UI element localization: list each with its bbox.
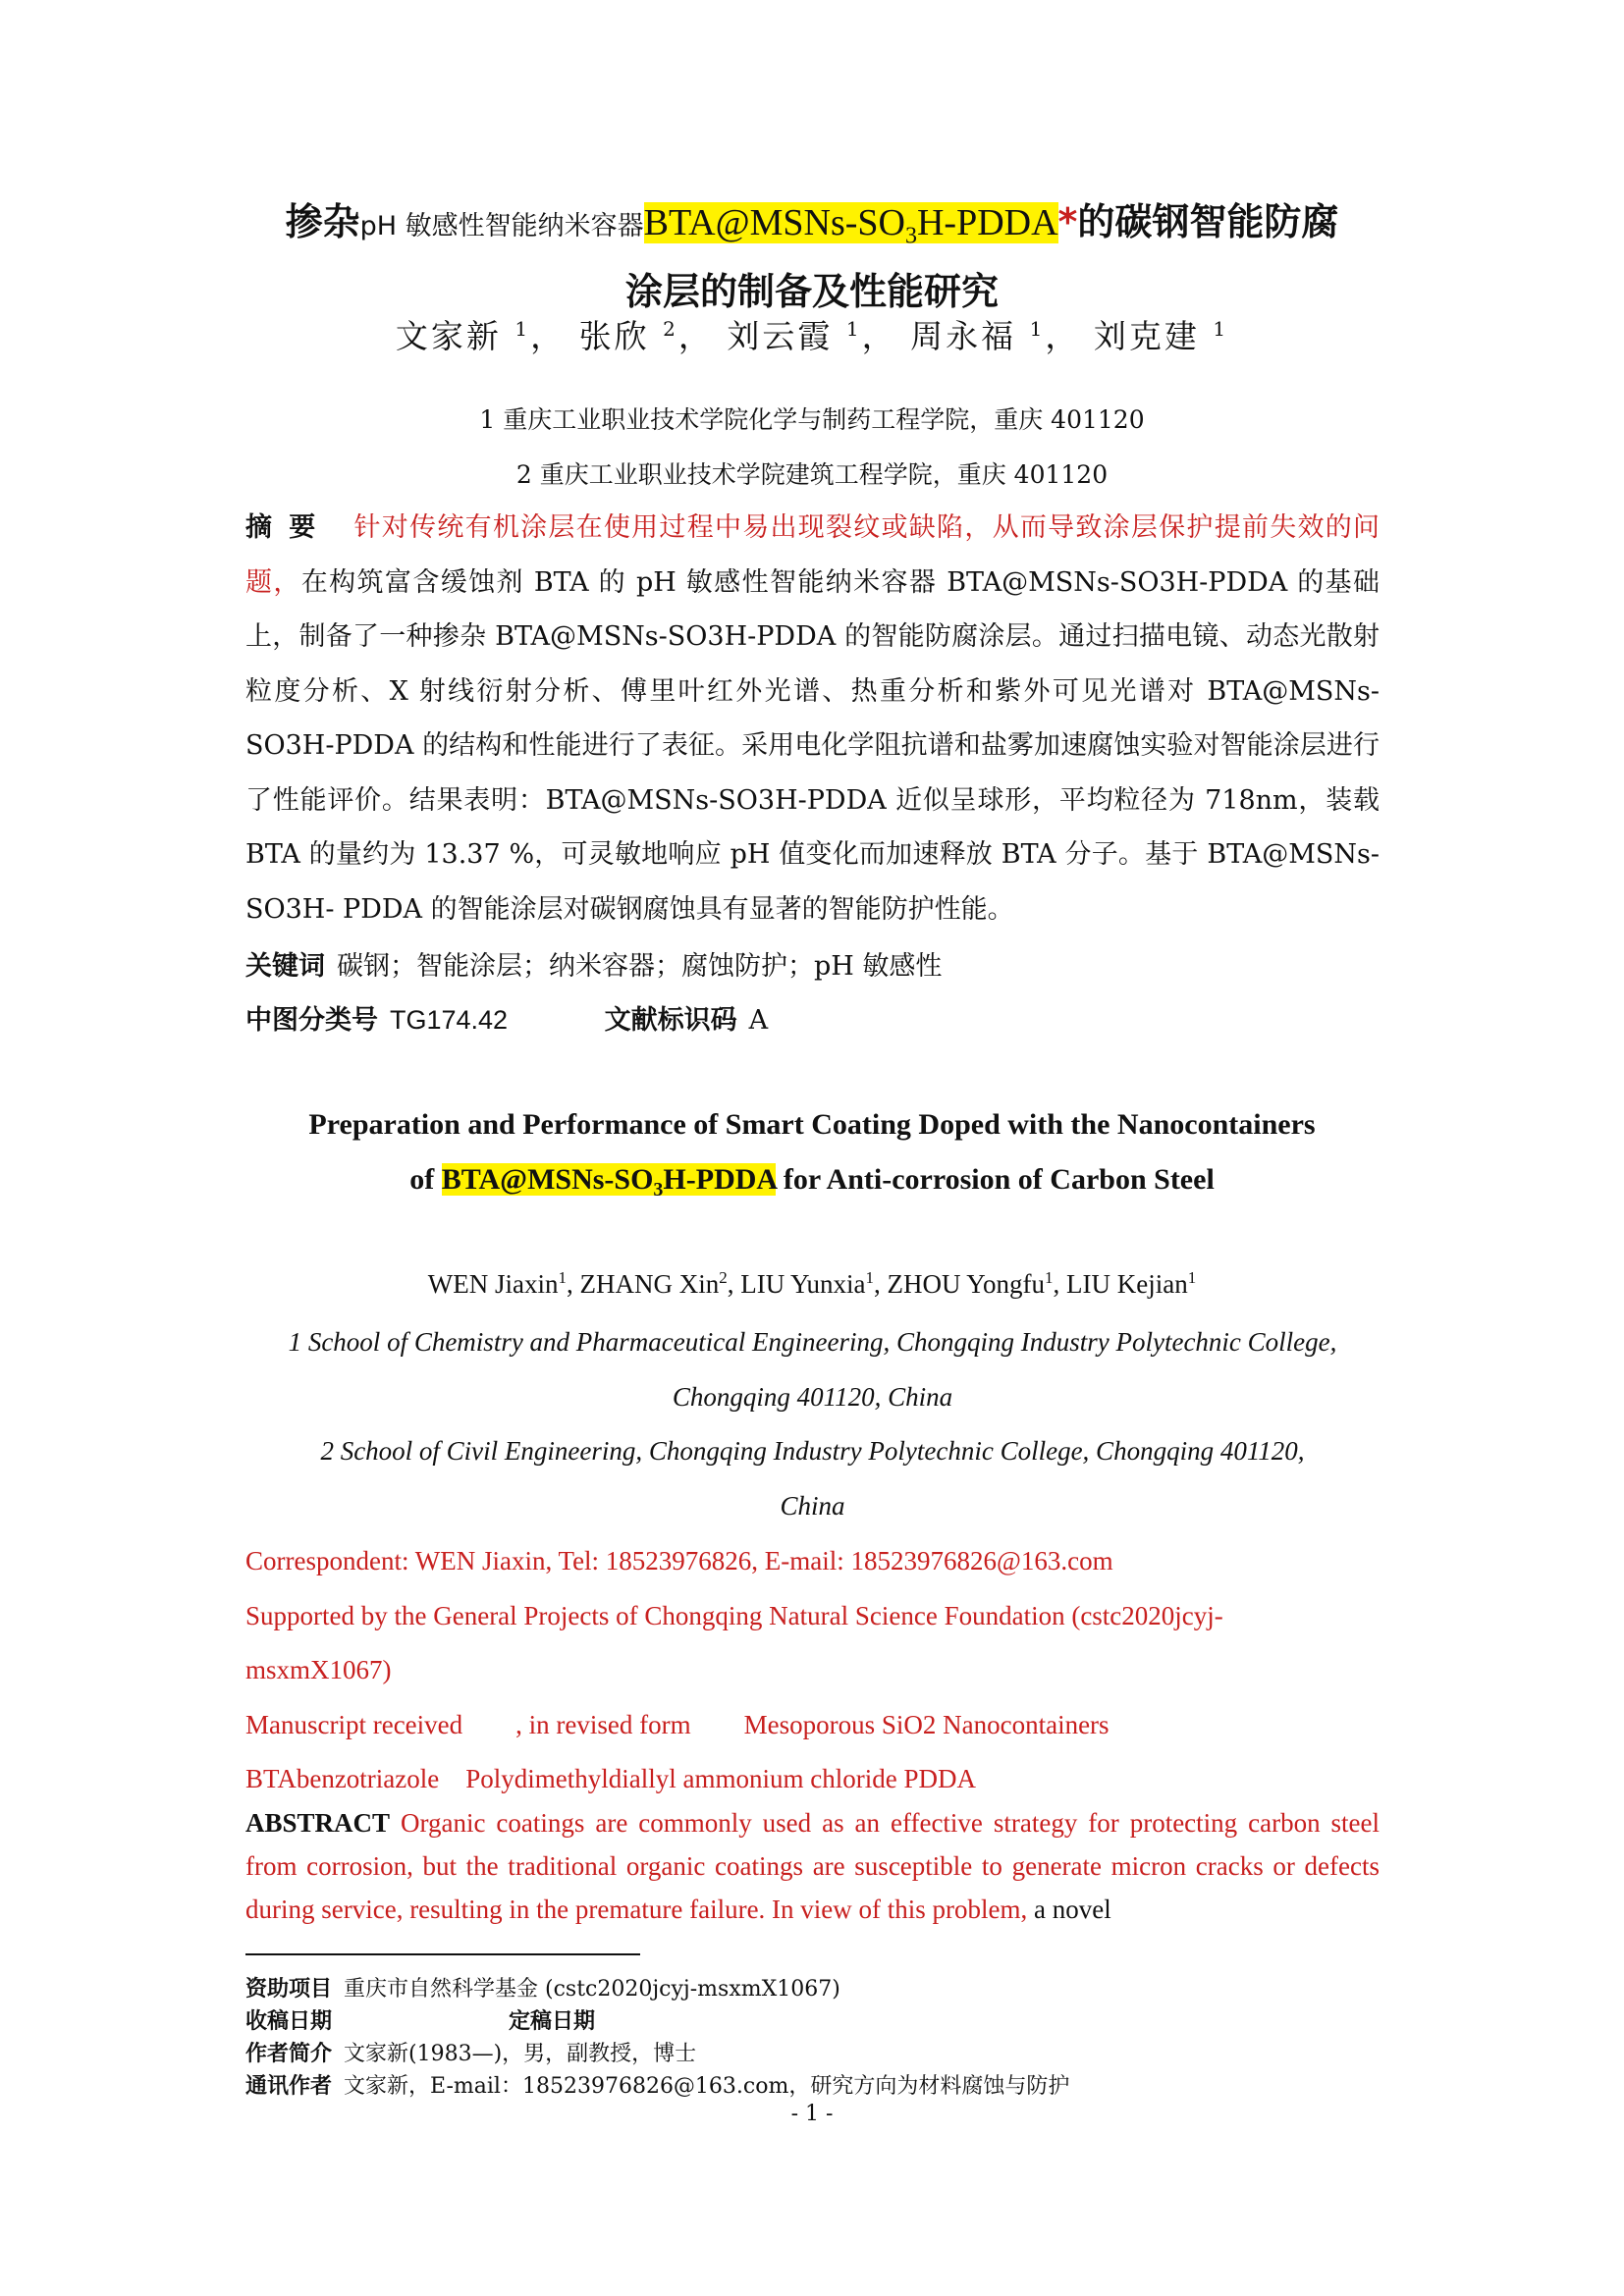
english-abstract <box>245 1801 1380 1931</box>
abstract-cn-red-text: 针对传统有机涂层在使用过程中易出现裂纹或缺陷，从而导致涂层保护提前失效的问题， <box>245 512 1380 598</box>
english-title-line2: of $BTA@MSNs-SO_3H$-PDDA for Anti-corrosion of Carbon Steel <box>409 1163 1215 1201</box>
correspondent-note: Correspondent: WEN Jiaxin, Tel: 18523976826, E-mail: 18523976826@163.com <box>245 1546 1113 1575</box>
footnote-dates: 收稿日期 定稿日期 <box>245 2009 596 2034</box>
abstract-cn-text: 在构筑富含缓蚀剂 BTA 的 pH 敏感性智能纳米容器 BTA@MSNs-SO3H-PDDA 的基础上，制备了一种掺杂 BTA@MSNs-SO3H-PDDA 的智能防腐涂层。通过扫描电镜、动态光散射粒度分析、X 射线衍射分析、傅里叶红外光谱、热重分析和紫外可见光谱对 BTA@MSNs-SO3H-PDDA 的结构和性能进行了表征。采用电化学阻抗谱和盐雾加速腐蚀实验对智能涂层进行了性能评价。结果表明：BTA@MSNs-SO3H-PDDA 近似呈球形，平均粒径为 718nm，装载 BTA 的量约为 13.37 %，可灵敏地响应 pH 值变化而加速释放 BTA 分子。基于 BTA@MSNs-SO3H- PDDA 的智能涂层对碳钢腐蚀具有显著的智能防护性能。 <box>245 566 1380 925</box>
funding-note-cont: msxmX1067) <box>245 1655 392 1684</box>
author-en: LIU Yunxia$^1$, <box>740 1268 888 1299</box>
english-affiliations <box>245 1315 1380 1533</box>
author-en: ZHANG Xin$^2$, <box>579 1268 741 1299</box>
english-affiliation-line: 1 School of Chemistry and Pharmaceutical Engineering, Chongqing Industry Polytechnic College, <box>288 1327 1337 1357</box>
abbreviation-note: BTAbenzotriazole Polydimethyldiallyl ammonium chloride PDDA <box>245 1764 976 1793</box>
red-notes <box>245 1534 1380 1807</box>
chinese-title <box>0 194 1624 319</box>
chinese-abstract <box>245 501 1380 936</box>
footnote-funding: 资助项目 重庆市自然科学基金 (cstc2020jcyj-msxmX1067) <box>245 1977 840 2002</box>
english-affiliation-line: Chongqing 401120, China <box>672 1381 953 1412</box>
chinese-title-line2: 涂层的制备及性能研究 <box>624 269 999 313</box>
chinese-affiliation-1: 1 重庆工业职业技术学院化学与制药工程学院，重庆 401120 <box>479 405 1145 434</box>
english-title <box>0 1097 1624 1217</box>
abstract-en-red-text: Organic coatings are commonly used as an effective strategy for protecting carbon steel from corrosion, but the traditional organic coatings are susceptible to generate micron cracks or defects during service, resulting in the premature failure. In view of this problem, <box>245 1808 1380 1924</box>
chinese-title-line1: 掺杂pH 敏感性智能纳米容器$BTA@MSNs-SO_3H-PDDA*$的碳钢智能防腐 <box>285 200 1339 249</box>
document-code-label: 文献标识码 <box>604 1005 737 1036</box>
author-cn: 文家新 $^1$， <box>395 317 567 355</box>
author-cn: 张欣 $^2$， <box>578 317 714 355</box>
footnote-divider <box>245 1953 640 1955</box>
author-en: ZHOU Yongfu$^1$, <box>887 1268 1067 1299</box>
english-authors <box>0 1268 1624 1300</box>
chinese-affiliation-2: 2 重庆工业职业技术学院建筑工程学院，重庆 401120 <box>515 460 1109 489</box>
compound-highlight: $BTA@MSNs-SO_3H$-PDDA <box>643 202 1058 249</box>
classification-label: 中图分类号 <box>245 1005 378 1036</box>
manuscript-note: Manuscript received , in revised form Mesoporous SiO2 Nanocontainers <box>245 1709 1110 1739</box>
abstract-cn-label: 摘要 <box>245 512 333 543</box>
author-cn: 周永福 $^1$， <box>910 317 1081 355</box>
author-en: LIU Kejian$^1$ <box>1066 1268 1197 1299</box>
footnote-author-bio: 作者简介 文家新(1983—)，男，副教授，博士 <box>245 2042 697 2066</box>
english-affiliation-line: 2 School of Civil Engineering, Chongqing Industry Polytechnic College, Chongqing 401120, <box>320 1436 1305 1466</box>
abstract-en-text: a novel <box>1027 1895 1111 1924</box>
keywords-text: 碳钢；智能涂层；纳米容器；腐蚀防护；pH 敏感性 <box>337 951 943 982</box>
classification-value: TG174.42 <box>390 1005 509 1035</box>
compound-highlight-en: $BTA@MSNs-SO_3H$-PDDA <box>441 1163 777 1201</box>
chinese-authors <box>0 311 1624 357</box>
keywords <box>245 944 942 983</box>
english-affiliation-line: China <box>780 1490 845 1521</box>
page-number: - 1 - <box>790 2102 834 2126</box>
english-title-line1: Preparation and Performance of Smart Coating Doped with the Nanocontainers <box>308 1108 1316 1141</box>
keywords-label: 关键词 <box>245 951 325 982</box>
author-en: WEN Jiaxin$^1$, <box>427 1268 580 1299</box>
abstract-en-label: ABSTRACT <box>245 1808 391 1838</box>
document-code-value: A <box>748 1005 769 1036</box>
author-cn: 刘克建 $^1$ <box>1093 317 1229 355</box>
classification <box>245 998 768 1037</box>
funding-note: Supported by the General Projects of Chongqing Natural Science Foundation (cstc2020jcyj- <box>245 1600 1223 1630</box>
footnote-corresponding: 通讯作者 文家新，E-mail：18523976826@163.com，研究方向为材料腐蚀与防护 <box>245 2074 1070 2099</box>
author-cn: 刘云霞 $^1$， <box>727 317 897 355</box>
